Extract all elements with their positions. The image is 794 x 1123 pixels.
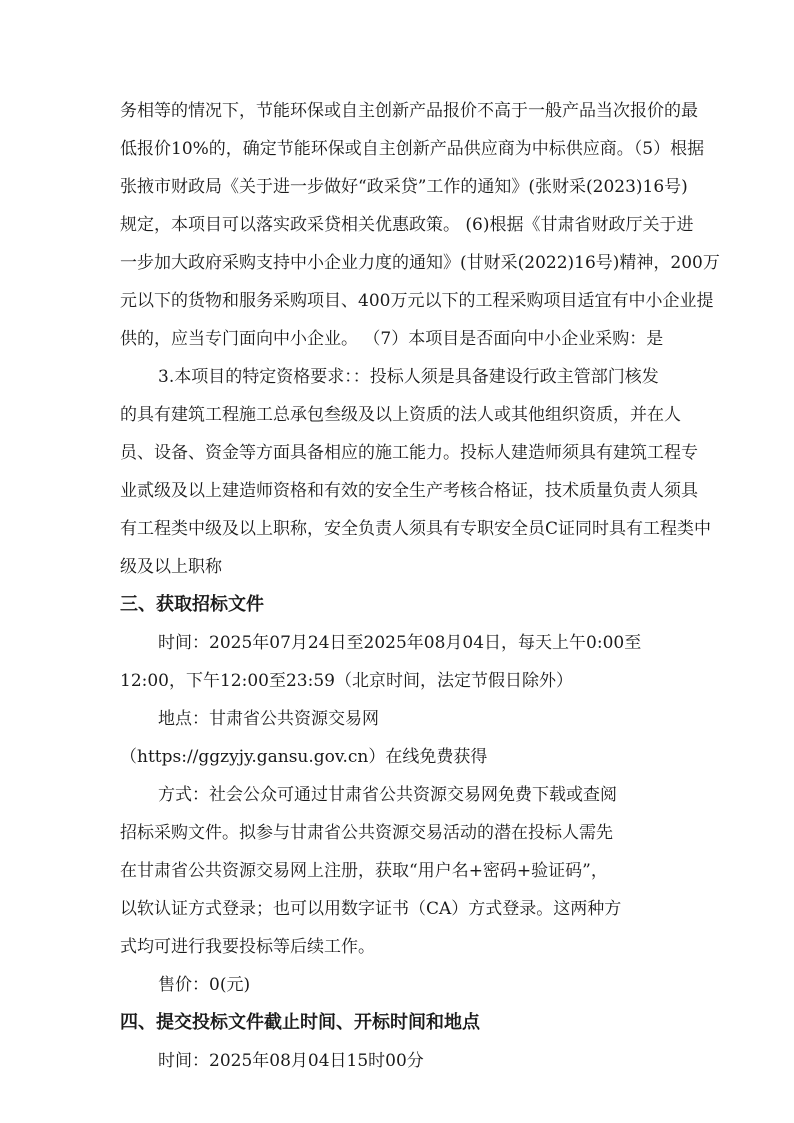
paragraph-line: 务相等的情况下，节能环保或自主创新产品报价不高于一般产品当次报价的最 xyxy=(120,101,698,121)
place-line: 地点：甘肃省公共资源交易网 xyxy=(158,709,379,729)
place-link-line: （https://ggzyjy.gansu.gov.cn）在线免费获得 xyxy=(120,747,488,767)
section-heading: 三、获取招标文件 xyxy=(120,594,264,615)
price-line: 售价：0(元) xyxy=(158,975,251,995)
qualification-line: 3.本项目的特定资格要求：：投标人须是具备建设行政主管部门核发 xyxy=(158,367,659,387)
time-line: 12:00，下午12:00至23:59（北京时间，法定节假日除外） xyxy=(120,671,573,691)
section-heading: 四、提交投标文件截止时间、开标时间和地点 xyxy=(120,1012,480,1033)
qualification-line: 员、设备、资金等方面具备相应的施工能力。投标人建造师须具有建筑工程专 xyxy=(120,443,698,463)
time-line: 时间：2025年08月04日15时00分 xyxy=(158,1051,424,1071)
method-line: 在甘肃省公共资源交易网上注册，获取“用户名+密码+验证码”， xyxy=(120,861,608,881)
paragraph-line: 规定，本项目可以落实政采贷相关优惠政策。 (6)根据《甘肃省财政厅关于进 xyxy=(120,215,694,235)
paragraph-line: 一步加大政府采购支持中小企业力度的通知》(甘财采(2022)16号)精神，200万 xyxy=(120,253,720,273)
qualification-line: 有工程类中级及以上职称，安全负责人须具有专职安全员C证同时具有工程类中 xyxy=(120,519,712,539)
paragraph-line: 元以下的货物和服务采购项目、400万元以下的工程采购项目适宜有中小企业提 xyxy=(120,291,714,311)
method-line: 招标采购文件。拟参与甘肃省公共资源交易活动的潜在投标人需先 xyxy=(120,823,613,843)
time-line: 时间：2025年07月24日至2025年08月04日，每天上午0:00至 xyxy=(158,633,642,653)
paragraph-line: 张掖市财政局《关于进一步做好“政采贷”工作的通知》(张财采(2023)16号) xyxy=(120,177,688,197)
qualification-line: 的具有建筑工程施工总承包叁级及以上资质的法人或其他组织资质，并在人 xyxy=(120,405,681,425)
method-line: 以软认证方式登录；也可以用数字证书（CA）方式登录。这两种方 xyxy=(120,899,622,919)
qualification-line: 业贰级及以上建造师资格和有效的安全生产考核合格证，技术质量负责人须具 xyxy=(120,481,698,501)
qualification-line: 级及以上职称 xyxy=(120,557,222,577)
method-line: 式均可进行我要投标等后续工作。 xyxy=(120,937,375,957)
method-line: 方式：社会公众可通过甘肃省公共资源交易网免费下载或查阅 xyxy=(158,785,617,805)
paragraph-line: 供的，应当专门面向中小企业。 （7）本项目是否面向中小企业采购：是 xyxy=(120,329,664,349)
paragraph-line: 低报价10%的，确定节能环保或自主创新产品供应商为中标供应商。（5）根据 xyxy=(120,139,705,159)
